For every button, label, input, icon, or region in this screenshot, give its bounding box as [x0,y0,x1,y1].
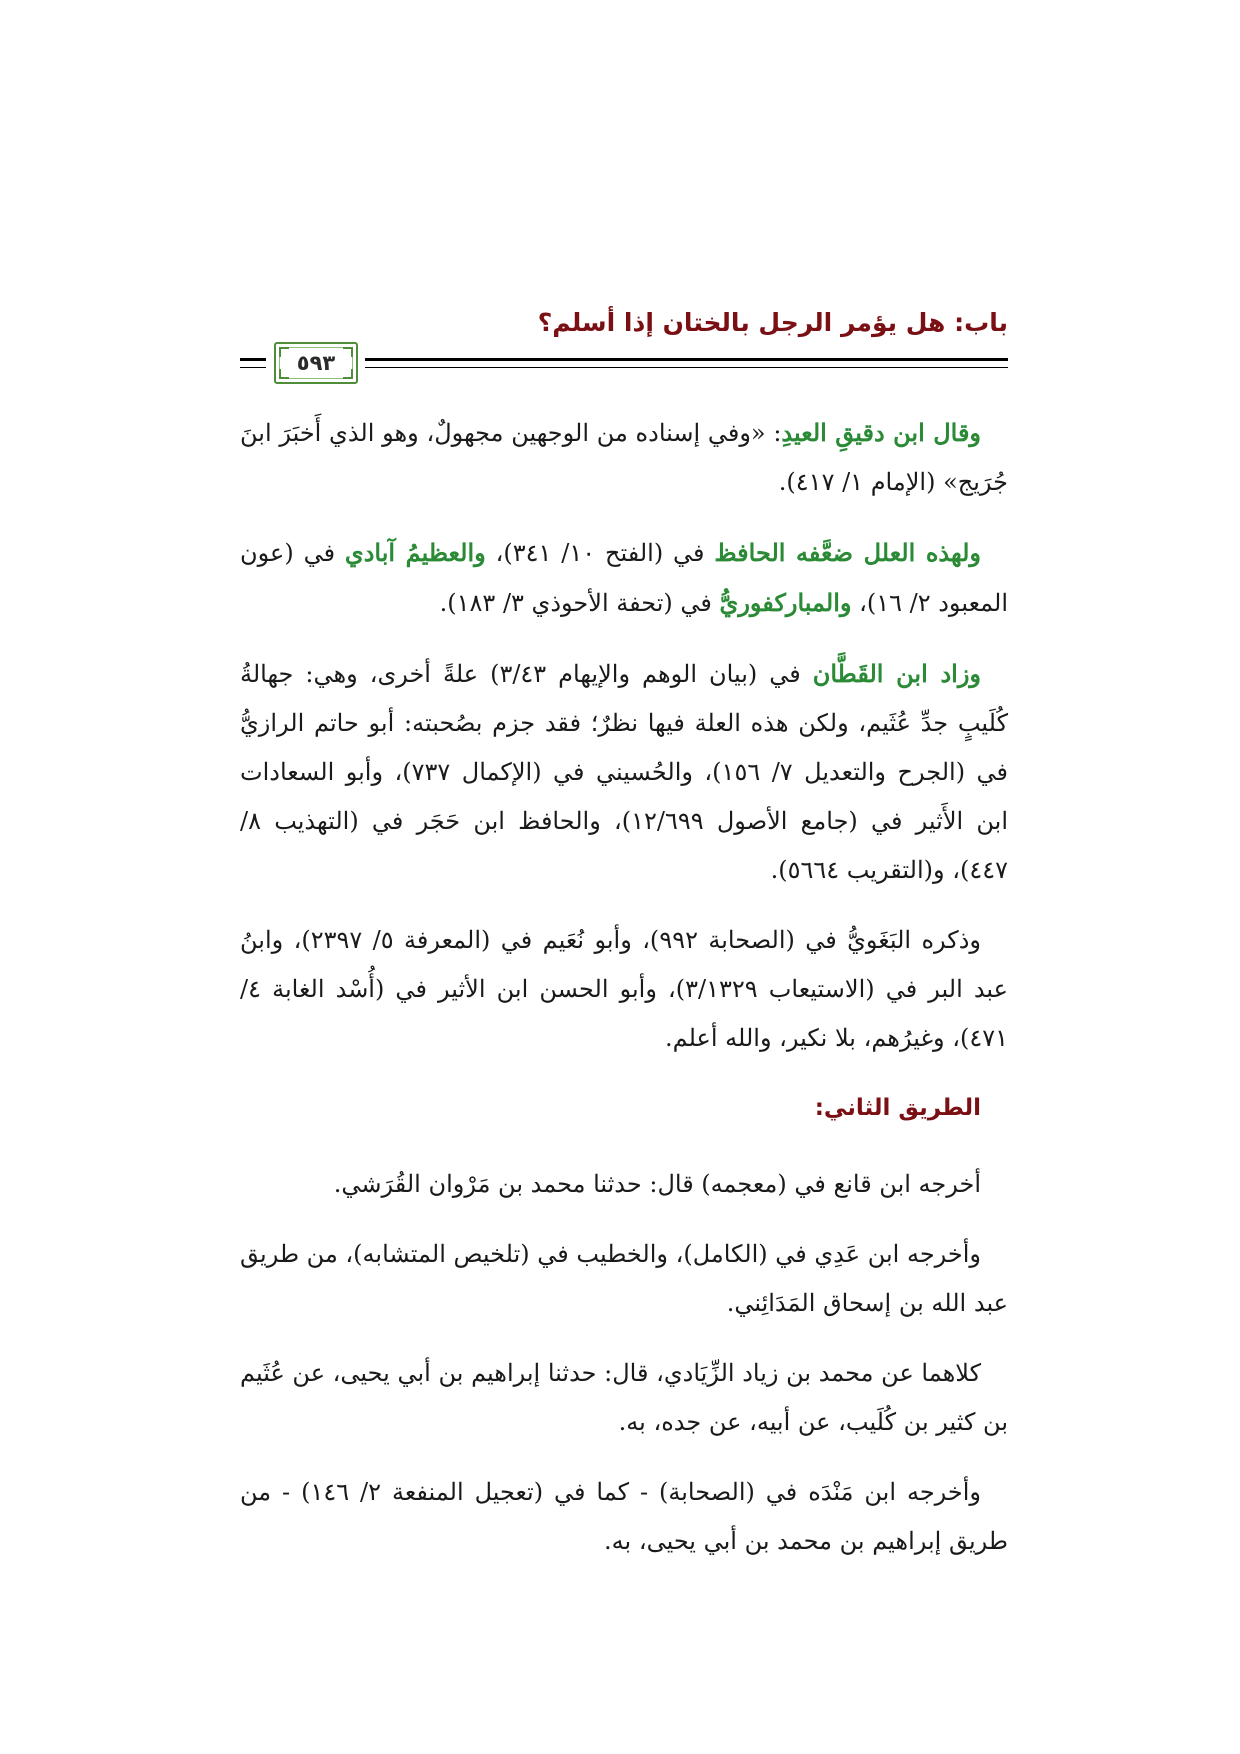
ornament-corner-icon [279,369,289,379]
header-rule-right [365,358,1008,368]
paragraph-ibn-adi: وأخرجه ابن عَدِي في (الكامل)، والخطيب في (تلخيص المتشابه)، من طريق عبد الله بن إسحاق المَدَائِني. [240,1240,1008,1317]
paragraph-text: في (الفتح ١٠/ ٣٤١)، [485,539,715,567]
paragraph-text: في (بيان الوهم والإيهام ٣/٤٣) علةً أخرى، وهي: جهالةُ كُلَيبٍ جدِّ عُثَيم، ولكن هذه العلة فيها نظرٌ؛ فقد جزم بصُحبته: أبو حاتم الرازيُّ في (الجرح والتعديل ٧/ ١٥٦)، والحُسيني في (الإكمال ٧٣٧)، وأبو السعادات ابن الأَثير في (جامع الأصول ١٢/٦٩٩)، والحافظ ابن حَجَر في (التهذيب ٨/ ٤٤٧)، و(التقريب ٥٦٦٤). [240,660,1009,884]
scholar-name: وقال ابن دقيقِ العيدِ [781,418,982,447]
paragraph-text: : «وفي إسناده من الوجهين مجهولٌ، وهو الذي أَخبَرَ ابنَ جُرَيج» (الإمام ١/ ٤١٧). [240,419,1008,496]
paragraph-text: في (عون المعبود ٢/ ١٦)، [240,539,1008,617]
paragraph-ziyadi: كلاهما عن محمد بن زياد الزِّيَادي، قال: حدثنا إبراهيم بن أبي يحيى، عن عُثَيم بن كثير بن كُلَيب، عن أبيه، عن جده، به. [240,1359,1008,1436]
paragraph-ibn-qattan [240,649,1008,895]
section-subheading: الطريق الثاني: [814,1095,981,1121]
page-number-badge [274,342,358,384]
page-body [240,408,1008,1587]
ornament-corner-icon [279,347,289,357]
paragraph-ibn-qani: أخرجه ابن قانع في (معجمه) قال: حدثنا محمد بن مَرْوان القُرَشي. [333,1170,981,1198]
scholar-name: وزاد ابن القَطَّان [812,659,982,688]
scholar-name: والمباركفوريُّ [719,588,852,617]
ornament-corner-icon [343,369,353,379]
header-rule-left [240,358,266,368]
ornament-corner-icon [343,347,353,357]
page-number: ٥٩٣ [296,351,336,375]
paragraph-text: وذكره البَغَويُّ في (الصحابة ٩٩٢)، وأبو نُعَيم في (المعرفة ٥/ ٢٣٩٧)، وابنُ عبد البر في (الاستيعاب ٣/١٣٢٩)، وأبو الحسن ابن الأثير في (أُسْد الغابة ٤/ ٤٧١)، وغيرُهم، بلا نكير، والله أعلم. [240,926,1008,1052]
scholar-name: والعظيمُ آبادي [344,538,486,567]
page-header [240,296,1008,382]
chapter-title: باب: هل يؤمر الرجل بالختان إذا أسلم؟ [537,308,1008,337]
paragraph-weakening [240,528,1008,628]
scholar-name: ولهذه العلل ضعَّفه الحافظ [714,538,981,567]
paragraph-ibn-daqiq [240,408,1008,507]
paragraph-text: في (تحفة الأحوذي ٣/ ١٨٣). [439,589,720,617]
paragraph-ibn-mandah: وأخرجه ابن مَنْدَه في (الصحابة) - كما في (تعجيل المنفعة ٢/ ١٤٦) - من طريق إبراهيم بن محمد بن أبي يحيى، به. [240,1478,1008,1555]
paragraph-baghawi [240,916,1008,1063]
